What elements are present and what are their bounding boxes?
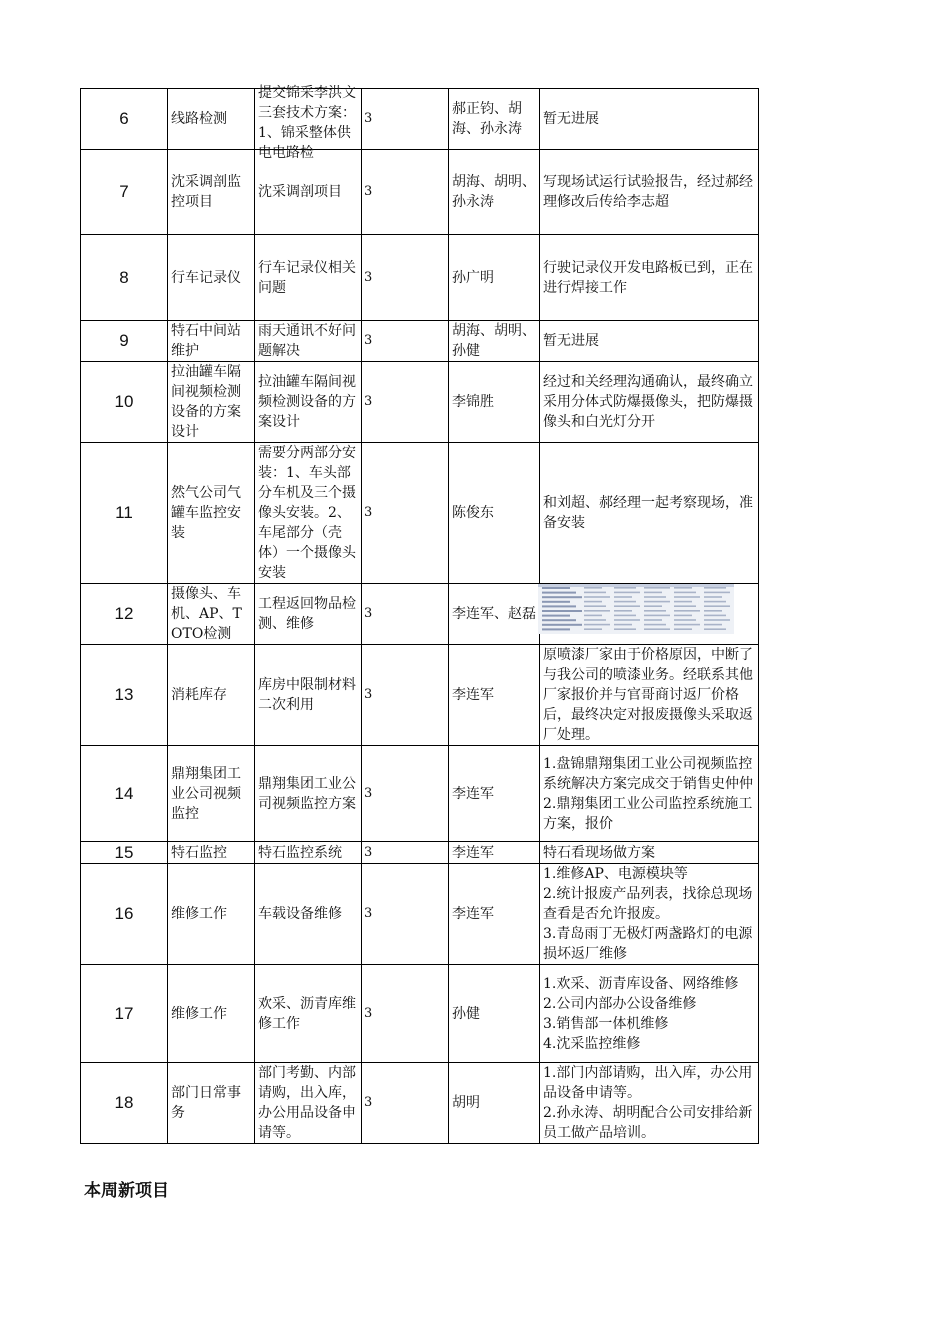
project-description-cell xyxy=(255,84,362,161)
embedded-spreadsheet-image xyxy=(538,584,734,634)
project-name-cell xyxy=(168,443,255,584)
project-name: 行车记录仪 xyxy=(171,269,241,286)
table-row xyxy=(81,645,759,746)
row-number-cell xyxy=(81,965,168,1063)
progress-note: 1.盘锦鼎翔集团工业公司视频监控系统解决方案完成交于销售史仲仲 2.鼎翔集团工业公司监控系统施工方案，报价 xyxy=(543,755,753,832)
progress-note: 1.部门内部请购，出入库，办公用品设备申请等。 2.孙永涛、胡明配合公司安排给新员工做产品培训。 xyxy=(543,1065,753,1141)
priority-level-cell xyxy=(362,746,449,842)
progress-note-cell xyxy=(540,89,759,150)
project-name-cell xyxy=(168,965,255,1063)
progress-note: 原喷漆厂家由于价格原因，中断了与我公司的喷漆业务。经联系其他厂家报价并与官哥商讨返厂价格后，最终决定对报废摄像头采取返厂处理。 xyxy=(543,647,753,743)
row-number-cell xyxy=(81,150,168,235)
row-number-cell xyxy=(81,443,168,584)
project-description-cell xyxy=(255,645,362,746)
row-number-cell xyxy=(81,362,168,443)
project-description-cell xyxy=(255,584,362,645)
progress-note-cell xyxy=(540,746,759,842)
project-description: 雨天通讯不好问题解决 xyxy=(258,323,356,359)
project-name: 然气公司气罐车监控安装 xyxy=(171,485,241,541)
progress-note-cell xyxy=(540,443,759,584)
table-row xyxy=(81,89,759,150)
row-number: 17 xyxy=(114,1003,134,1023)
project-description: 鼎翔集团工业公司视频监控方案 xyxy=(258,775,356,812)
row-number: 8 xyxy=(119,267,129,287)
priority-level: 3 xyxy=(364,333,373,348)
row-number: 11 xyxy=(115,503,133,522)
table-row xyxy=(81,235,759,321)
responsible-person-cell xyxy=(449,645,540,746)
responsible-person-cell xyxy=(449,235,540,321)
progress-note-cell xyxy=(540,864,759,965)
priority-level-cell xyxy=(362,150,449,235)
project-name-cell xyxy=(168,645,255,746)
project-description-cell xyxy=(255,864,362,965)
project-description: 特石监控系统 xyxy=(258,844,342,861)
responsible-person: 李连军 xyxy=(452,844,494,861)
project-name-cell xyxy=(168,584,255,645)
responsible-person: 孙健 xyxy=(452,1005,480,1022)
responsible-person: 李连军 xyxy=(452,687,494,703)
table-row xyxy=(81,584,759,645)
responsible-person-cell xyxy=(449,584,540,645)
row-number-cell xyxy=(81,321,168,362)
progress-note: 暂无进展 xyxy=(543,333,599,349)
table-row xyxy=(81,321,759,362)
priority-level-cell xyxy=(362,842,449,864)
responsible-person: 李连军 xyxy=(452,785,494,802)
project-description: 库房中限制材料二次利用 xyxy=(258,677,356,713)
progress-note-cell xyxy=(540,645,759,746)
project-description: 车载设备维修 xyxy=(258,906,342,922)
responsible-person-cell xyxy=(449,321,540,362)
project-name: 特石中间站维护 xyxy=(171,323,241,359)
priority-level-cell xyxy=(362,864,449,965)
progress-note-cell xyxy=(540,842,759,864)
priority-level: 3 xyxy=(364,606,373,621)
responsible-person-cell xyxy=(449,746,540,842)
progress-note: 1.欢采、沥青库设备、网络维修 2.公司内部办公设备维修 3.销售部一体机维修 4.沈采监控维修 xyxy=(543,975,739,1052)
table-row xyxy=(81,150,759,235)
responsible-person-cell xyxy=(449,842,540,864)
responsible-person-cell xyxy=(449,150,540,235)
project-name: 特石监控 xyxy=(171,844,227,861)
priority-level: 3 xyxy=(364,184,373,199)
priority-level: 3 xyxy=(364,269,373,285)
project-description-cell xyxy=(255,746,362,842)
row-number-cell xyxy=(81,584,168,645)
table-row xyxy=(81,1063,759,1144)
responsible-person-cell xyxy=(449,864,540,965)
progress-note-cell xyxy=(540,321,759,362)
project-name-cell xyxy=(168,1063,255,1144)
project-name: 部门日常事务 xyxy=(171,1085,241,1121)
project-description-cell xyxy=(255,235,362,321)
project-description: 行车记录仪相关问题 xyxy=(258,259,356,296)
row-number: 13 xyxy=(114,685,134,704)
row-number-cell xyxy=(81,235,168,321)
progress-note: 暂无进展 xyxy=(543,111,599,127)
project-description-cell xyxy=(255,443,362,584)
project-name-cell xyxy=(168,746,255,842)
priority-level-cell xyxy=(362,321,449,362)
priority-level-cell xyxy=(362,1063,449,1144)
priority-level-cell xyxy=(362,965,449,1063)
priority-level: 3 xyxy=(364,785,373,801)
priority-level-cell xyxy=(362,584,449,645)
row-number: 15 xyxy=(114,842,134,862)
row-number: 12 xyxy=(114,604,134,623)
responsible-person: 李连军、赵磊 xyxy=(452,606,536,622)
priority-level-cell xyxy=(362,362,449,443)
project-name: 拉油罐车隔间视频检测设备的方案设计 xyxy=(171,364,241,440)
project-description: 需要分两部分安装：1、车头部分车机及三个摄像头安装。2、车尾部分（壳体）一个摄像头安装 xyxy=(258,445,356,581)
project-description: 部门考勤、内部请购，出入库，办公用品设备申请等。 xyxy=(258,1065,356,1141)
project-name-cell xyxy=(168,864,255,965)
progress-note-cell xyxy=(540,150,759,235)
progress-note: 经过和关经理沟通确认，最终确立采用分体式防爆摄像头，把防爆摄像头和白光灯分开 xyxy=(543,374,753,430)
responsible-person: 孙广明 xyxy=(452,269,494,286)
project-description-cell xyxy=(255,842,362,864)
table-row xyxy=(81,864,759,965)
row-number-cell xyxy=(81,746,168,842)
progress-note-cell xyxy=(540,362,759,443)
priority-level-cell xyxy=(362,645,449,746)
project-name-cell xyxy=(168,362,255,443)
responsible-person: 胡海、胡明、孙永涛 xyxy=(452,174,536,210)
project-name: 消耗库存 xyxy=(171,687,227,703)
project-name: 鼎翔集团工业公司视频监控 xyxy=(171,765,241,822)
responsible-person: 李锦胜 xyxy=(452,394,494,410)
progress-note: 行驶记录仪开发电路板已到，正在进行焊接工作 xyxy=(543,259,753,296)
project-description: 提交锦采李洪文三套技术方案：1、锦采整体供电电路检 xyxy=(258,84,356,161)
project-name: 摄像头、车机、AP、TOTO检测 xyxy=(171,586,242,642)
table-row xyxy=(81,362,759,443)
row-number: 14 xyxy=(114,783,134,803)
row-number: 9 xyxy=(119,331,129,350)
priority-level: 3 xyxy=(364,505,373,520)
responsible-person-cell xyxy=(449,89,540,150)
row-number: 7 xyxy=(119,182,129,201)
responsible-person-cell xyxy=(449,965,540,1063)
row-number: 10 xyxy=(114,392,134,411)
row-number: 6 xyxy=(119,109,129,128)
project-description: 拉油罐车隔间视频检测设备的方案设计 xyxy=(258,374,356,430)
table-row xyxy=(81,746,759,842)
progress-note: 特石看现场做方案 xyxy=(543,844,655,861)
project-name: 沈采调剖监控项目 xyxy=(171,174,241,210)
row-number: 18 xyxy=(114,1093,134,1112)
responsible-person-cell xyxy=(449,443,540,584)
project-name-cell xyxy=(168,89,255,150)
priority-level: 3 xyxy=(364,844,373,860)
priority-level-cell xyxy=(362,443,449,584)
project-description: 欢采、沥青库维修工作 xyxy=(258,995,356,1032)
row-number: 16 xyxy=(114,904,134,923)
responsible-person: 胡海、胡明、孙健 xyxy=(452,323,536,359)
row-number-cell xyxy=(81,645,168,746)
project-name-cell xyxy=(168,235,255,321)
responsible-person: 李连军 xyxy=(452,906,494,922)
section-title: 本周新项目 xyxy=(84,1181,169,1201)
row-number-cell xyxy=(81,864,168,965)
project-name: 维修工作 xyxy=(171,1005,227,1022)
project-name-cell xyxy=(168,150,255,235)
priority-level: 3 xyxy=(364,1005,373,1021)
responsible-person: 陈俊东 xyxy=(452,505,494,521)
project-description: 沈采调剖项目 xyxy=(258,184,342,200)
progress-note-cell xyxy=(540,235,759,321)
progress-note-cell xyxy=(540,584,759,645)
progress-note-cell xyxy=(540,1063,759,1144)
priority-level: 3 xyxy=(364,394,373,409)
project-description-cell xyxy=(255,362,362,443)
project-description: 工程返回物品检测、维修 xyxy=(258,596,356,632)
project-name-cell xyxy=(168,842,255,864)
responsible-person-cell xyxy=(449,362,540,443)
table-row xyxy=(81,965,759,1063)
priority-level-cell xyxy=(362,89,449,150)
priority-level: 3 xyxy=(364,111,373,126)
responsible-person: 郝正钧、胡海、孙永涛 xyxy=(452,101,522,137)
priority-level: 3 xyxy=(364,1095,373,1110)
project-name-cell xyxy=(168,321,255,362)
progress-note-cell xyxy=(540,965,759,1063)
priority-level: 3 xyxy=(364,906,373,921)
progress-note: 1.维修AP、电源模块等 2.统计报废产品列表，找徐总现场查看是否允许报废。 3.青岛雨丁无极灯两盏路灯的电源损坏返厂维修 xyxy=(543,866,753,962)
project-description-cell xyxy=(255,965,362,1063)
row-number-cell xyxy=(81,842,168,864)
row-number-cell xyxy=(81,1063,168,1144)
work-progress-table xyxy=(80,84,759,1144)
table-row xyxy=(81,443,759,584)
project-name: 维修工作 xyxy=(171,906,227,922)
responsible-person-cell xyxy=(449,1063,540,1144)
responsible-person: 胡明 xyxy=(452,1095,480,1111)
project-description-cell xyxy=(255,321,362,362)
priority-level: 3 xyxy=(364,687,373,702)
table-row xyxy=(81,842,759,864)
project-name: 线路检测 xyxy=(171,111,227,127)
priority-level-cell xyxy=(362,235,449,321)
progress-note: 写现场试运行试验报告，经过郝经理修改后传给李志超 xyxy=(543,174,753,210)
progress-note: 和刘超、郝经理一起考察现场，准备安装 xyxy=(543,495,753,531)
row-number-cell xyxy=(81,89,168,150)
project-description-cell xyxy=(255,1063,362,1144)
